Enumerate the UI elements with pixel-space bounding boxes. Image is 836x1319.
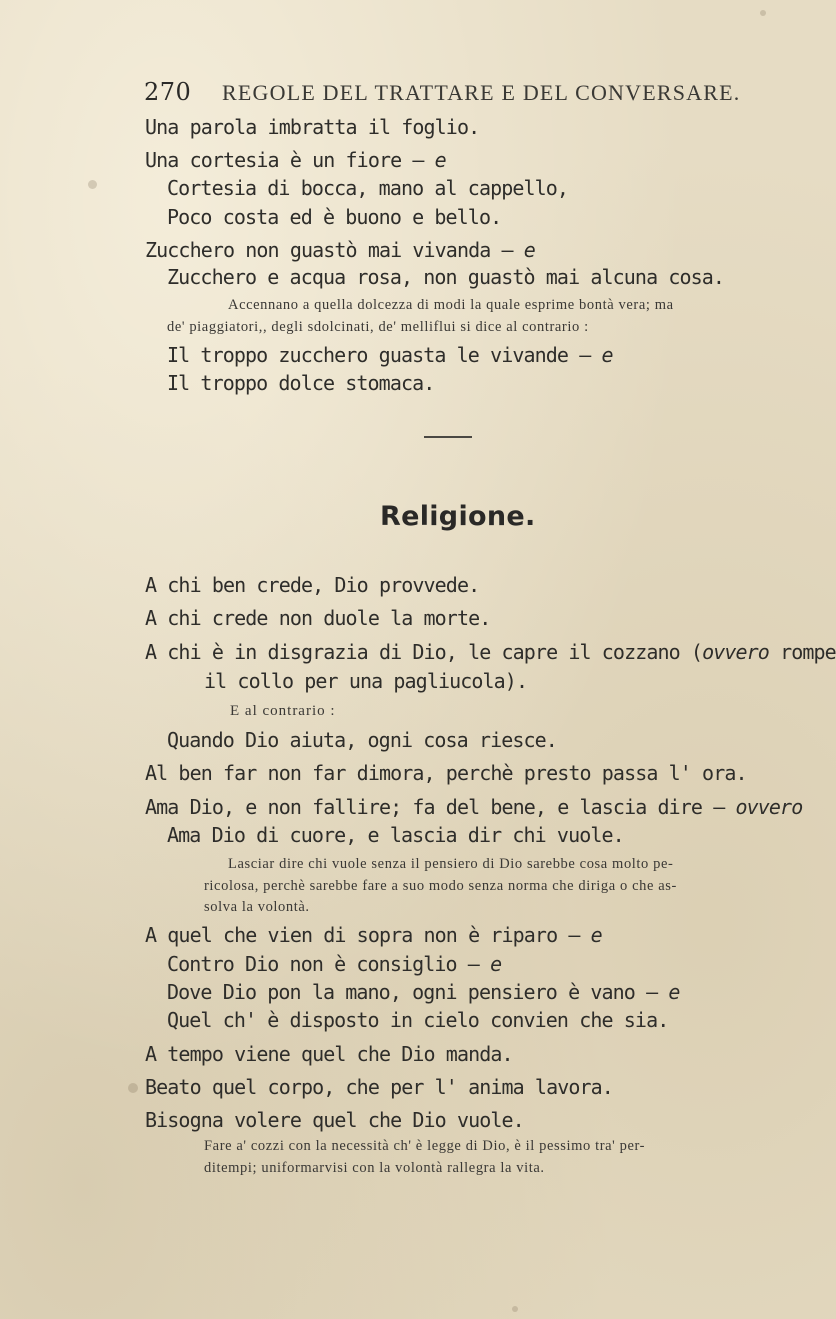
conjunction-e: e xyxy=(590,923,602,947)
proverb-text: Contro Dio non è consiglio — xyxy=(167,952,491,976)
proverb-text: Zucchero non guastò mai vivanda — xyxy=(145,238,524,262)
proverb-continuation: Ama Dio di cuore, e lascia dir chi vuole. xyxy=(167,823,624,847)
proverb-text: Il troppo zucchero guasta le vivande — xyxy=(167,343,602,367)
proverb-line: A chi crede non duole la morte. xyxy=(145,606,491,630)
proverb-line: Una parola imbratta il foglio. xyxy=(145,115,480,139)
ovvero-word: ovvero xyxy=(702,640,769,664)
proverb-line xyxy=(145,925,602,945)
proverb-text: Dove Dio pon la mano, ogni pensiero è vano — xyxy=(167,980,669,1004)
proverb-text: A quel che vien di sopra non è riparo — xyxy=(145,923,591,947)
proverb-line: A chi ben crede, Dio provvede. xyxy=(145,573,480,597)
paper-spot xyxy=(88,180,97,189)
section-divider xyxy=(424,436,472,438)
footnote-line: Lasciar dire chi vuole senza il pensiero di Dio sarebbe cosa molto pe- xyxy=(228,856,674,872)
proverb-continuation xyxy=(167,954,501,974)
proverb-line xyxy=(145,797,802,817)
footnote-line: ricolosa, perchè sarebbe fare a suo modo senza norma che diriga o che as- xyxy=(204,878,677,894)
footnote-line: de' piaggiatori,, degli sdolcinati, de' melliflui si dice al contrario : xyxy=(167,319,589,335)
conjunction-e: e xyxy=(668,980,680,1004)
proverb-line xyxy=(145,642,836,662)
proverb-continuation: Cortesia di bocca, mano al cappello, xyxy=(167,176,569,200)
proverb-line xyxy=(167,345,613,365)
proverb-line: Beato quel corpo, che per l' anima lavora. xyxy=(145,1075,613,1099)
proverb-continuation: Poco costa ed è buono e bello. xyxy=(167,205,502,229)
paper-spot xyxy=(760,10,766,16)
proverb-text: A chi è in disgrazia di Dio, le capre il cozzano ( xyxy=(145,640,703,664)
footnote-line: Fare a' cozzi con la necessità ch' è legge di Dio, è il pessimo tra' per- xyxy=(204,1138,646,1154)
proverb-line: Bisogna volere quel che Dio vuole. xyxy=(145,1108,524,1132)
proverb-line xyxy=(145,150,446,170)
proverb-line: Al ben far non far dimora, perchè presto passa l' ora. xyxy=(145,761,747,785)
section-title: Religione. xyxy=(380,501,536,532)
proverb-line xyxy=(145,240,535,260)
ovvero-word: ovvero xyxy=(735,795,803,819)
proverb-continuation: Il troppo dolce stomaca. xyxy=(167,371,435,395)
proverb-line: A tempo viene quel che Dio manda. xyxy=(145,1042,513,1066)
proverb-text: Una cortesia è un fiore — xyxy=(145,148,435,172)
proverb-text: Ama Dio, e non fallire; fa del bene, e lascia dire — xyxy=(145,795,736,819)
proverb-continuation: Quel ch' è disposto in cielo convien che sia. xyxy=(167,1008,669,1032)
conjunction-e: e xyxy=(523,238,535,262)
running-title: REGOLE DEL TRATTARE E DEL CONVERSARE. xyxy=(222,80,741,105)
paper-spot xyxy=(512,1306,518,1312)
conjunction-e: e xyxy=(601,343,613,367)
conjunction-e: e xyxy=(490,952,502,976)
proverb-text: rompe xyxy=(768,640,836,664)
proverb-continuation: il collo per una pagliucola). xyxy=(204,669,528,693)
contrario-label: E al contrario : xyxy=(230,703,336,719)
proverb-continuation xyxy=(167,982,680,1002)
footnote-line: solva la volontà. xyxy=(204,899,310,915)
proverb-continuation: Zucchero e acqua rosa, non guastò mai alcuna cosa. xyxy=(167,265,725,289)
paper-spot xyxy=(128,1083,138,1093)
proverb-line: Quando Dio aiuta, ogni cosa riesce. xyxy=(167,728,557,752)
conjunction-e: e xyxy=(434,148,446,172)
footnote-line: ditempi; uniformarvisi con la volontà rallegra la vita. xyxy=(204,1160,545,1176)
footnote-line: Accennano a quella dolcezza di modi la quale esprime bontà vera; ma xyxy=(228,297,674,313)
page-number: 270 xyxy=(144,78,192,106)
